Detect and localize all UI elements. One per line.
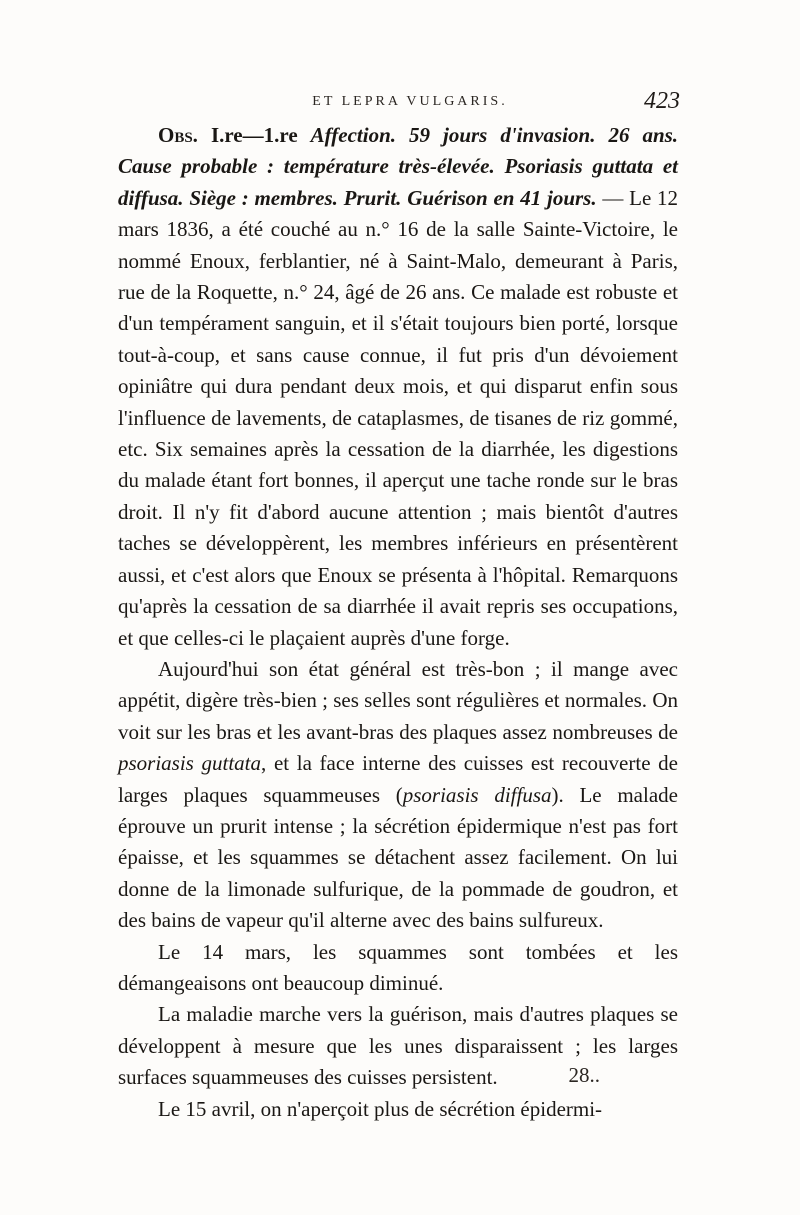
running-title: ET LEPRA VULGARIS. [312, 94, 508, 109]
psoriasis-guttata-term: psoriasis guttata [118, 751, 262, 776]
healing-duration: Guérison en 41 jours. [407, 185, 597, 210]
obs-label: Obs. [158, 123, 198, 147]
paragraph-2-text-a: Aujourd'hui son état général est très-bon ; il mange avec appétit, digère très-bien ; ses selles sont régulières et normales. On voit sur les bras et les avant-bras des plaques assez nombreuses de [118, 656, 678, 744]
paragraph-4: La maladie marche vers la guérison, mais d'autres plaques se développent à mesure que les unes disparaissent ; les larges surfaces squammeuses des cuisses persistent. [118, 1002, 678, 1090]
paragraph-2-text-b: , et la face interne des cuisses est recouverte de larges plaques squammeuses ( [118, 751, 678, 807]
text-block [118, 120, 678, 1125]
affection-label: Affection. [310, 123, 396, 147]
diagnosis: Psoriasis guttata et diffusa. [118, 154, 679, 210]
paragraph-2-text-c: ). Le malade éprouve un prurit intense ; la sécrétion épidermique n'est pas fort épaisse, et les squammes se détachent assez facilement. On lui donne de la limonade sulfurique, de la pommade de goudron, et des bains de vapeur qu'il alterne avec des bains sulfureux. [118, 782, 678, 933]
paragraph-3: Le 14 mars, les squammes sont tombées et les démangeaisons ont beaucoup diminué. [118, 939, 678, 995]
signature-mark: 28.. [568, 1063, 600, 1087]
paragraph-1-text: — Le 12 mars 1836, a été couché au n.° 16 de la salle Sainte-Victoire, le nommé Enoux, ferblantier, né à Saint-Malo, demeurant à Paris, rue de la Roquette, n.° 24, âgé de 26 ans. Ce malade est robuste et d'un tempérament sanguin, et il s'était toujours bien porté, lorsque tout-à-coup, et sans cause connue, il fut pris d'un dévoiement opiniâtre qui dura pendant deux mois, et qui disparut enfin sous l'influence de lavements, de cataplasmes, de tisanes de riz gommé, etc. Six semaines après la cessation de la diarrhée, les digestions du malade étant fort bonnes, il aperçut une tache ronde sur le bras droit. Il n'y fit d'abord aucune attention ; mais bientôt d'autres taches se développèrent, les membres inférieurs en présentèrent aussi, et c'est alors que Enoux se présenta à l'hôpital. Remarquons qu'après la cessation de sa diarrhée il avait repris ses occupations, et que celles-ci le plaçaient auprès d'une forge. [118, 185, 679, 650]
obs-number: I.re—1.re [210, 123, 298, 147]
patient-age: 26 ans. [608, 123, 679, 147]
probable-cause: Cause probable : température très-élevée. [118, 154, 495, 179]
observation-paragraph [118, 120, 678, 654]
prurit: Prurit. [343, 185, 402, 210]
siege: Siège : membres. [189, 185, 338, 210]
paragraph-2 [118, 654, 678, 937]
psoriasis-diffusa-term: psoriasis diffusa [402, 782, 552, 807]
invasion-duration: 59 jours d'invasion. [409, 123, 596, 147]
running-head [140, 88, 680, 120]
paragraph-5: Le 15 avril, on n'aperçoit plus de sécrétion épidermi- [158, 1096, 603, 1121]
observation-heading [118, 123, 678, 210]
page-number: 423 [644, 88, 680, 114]
